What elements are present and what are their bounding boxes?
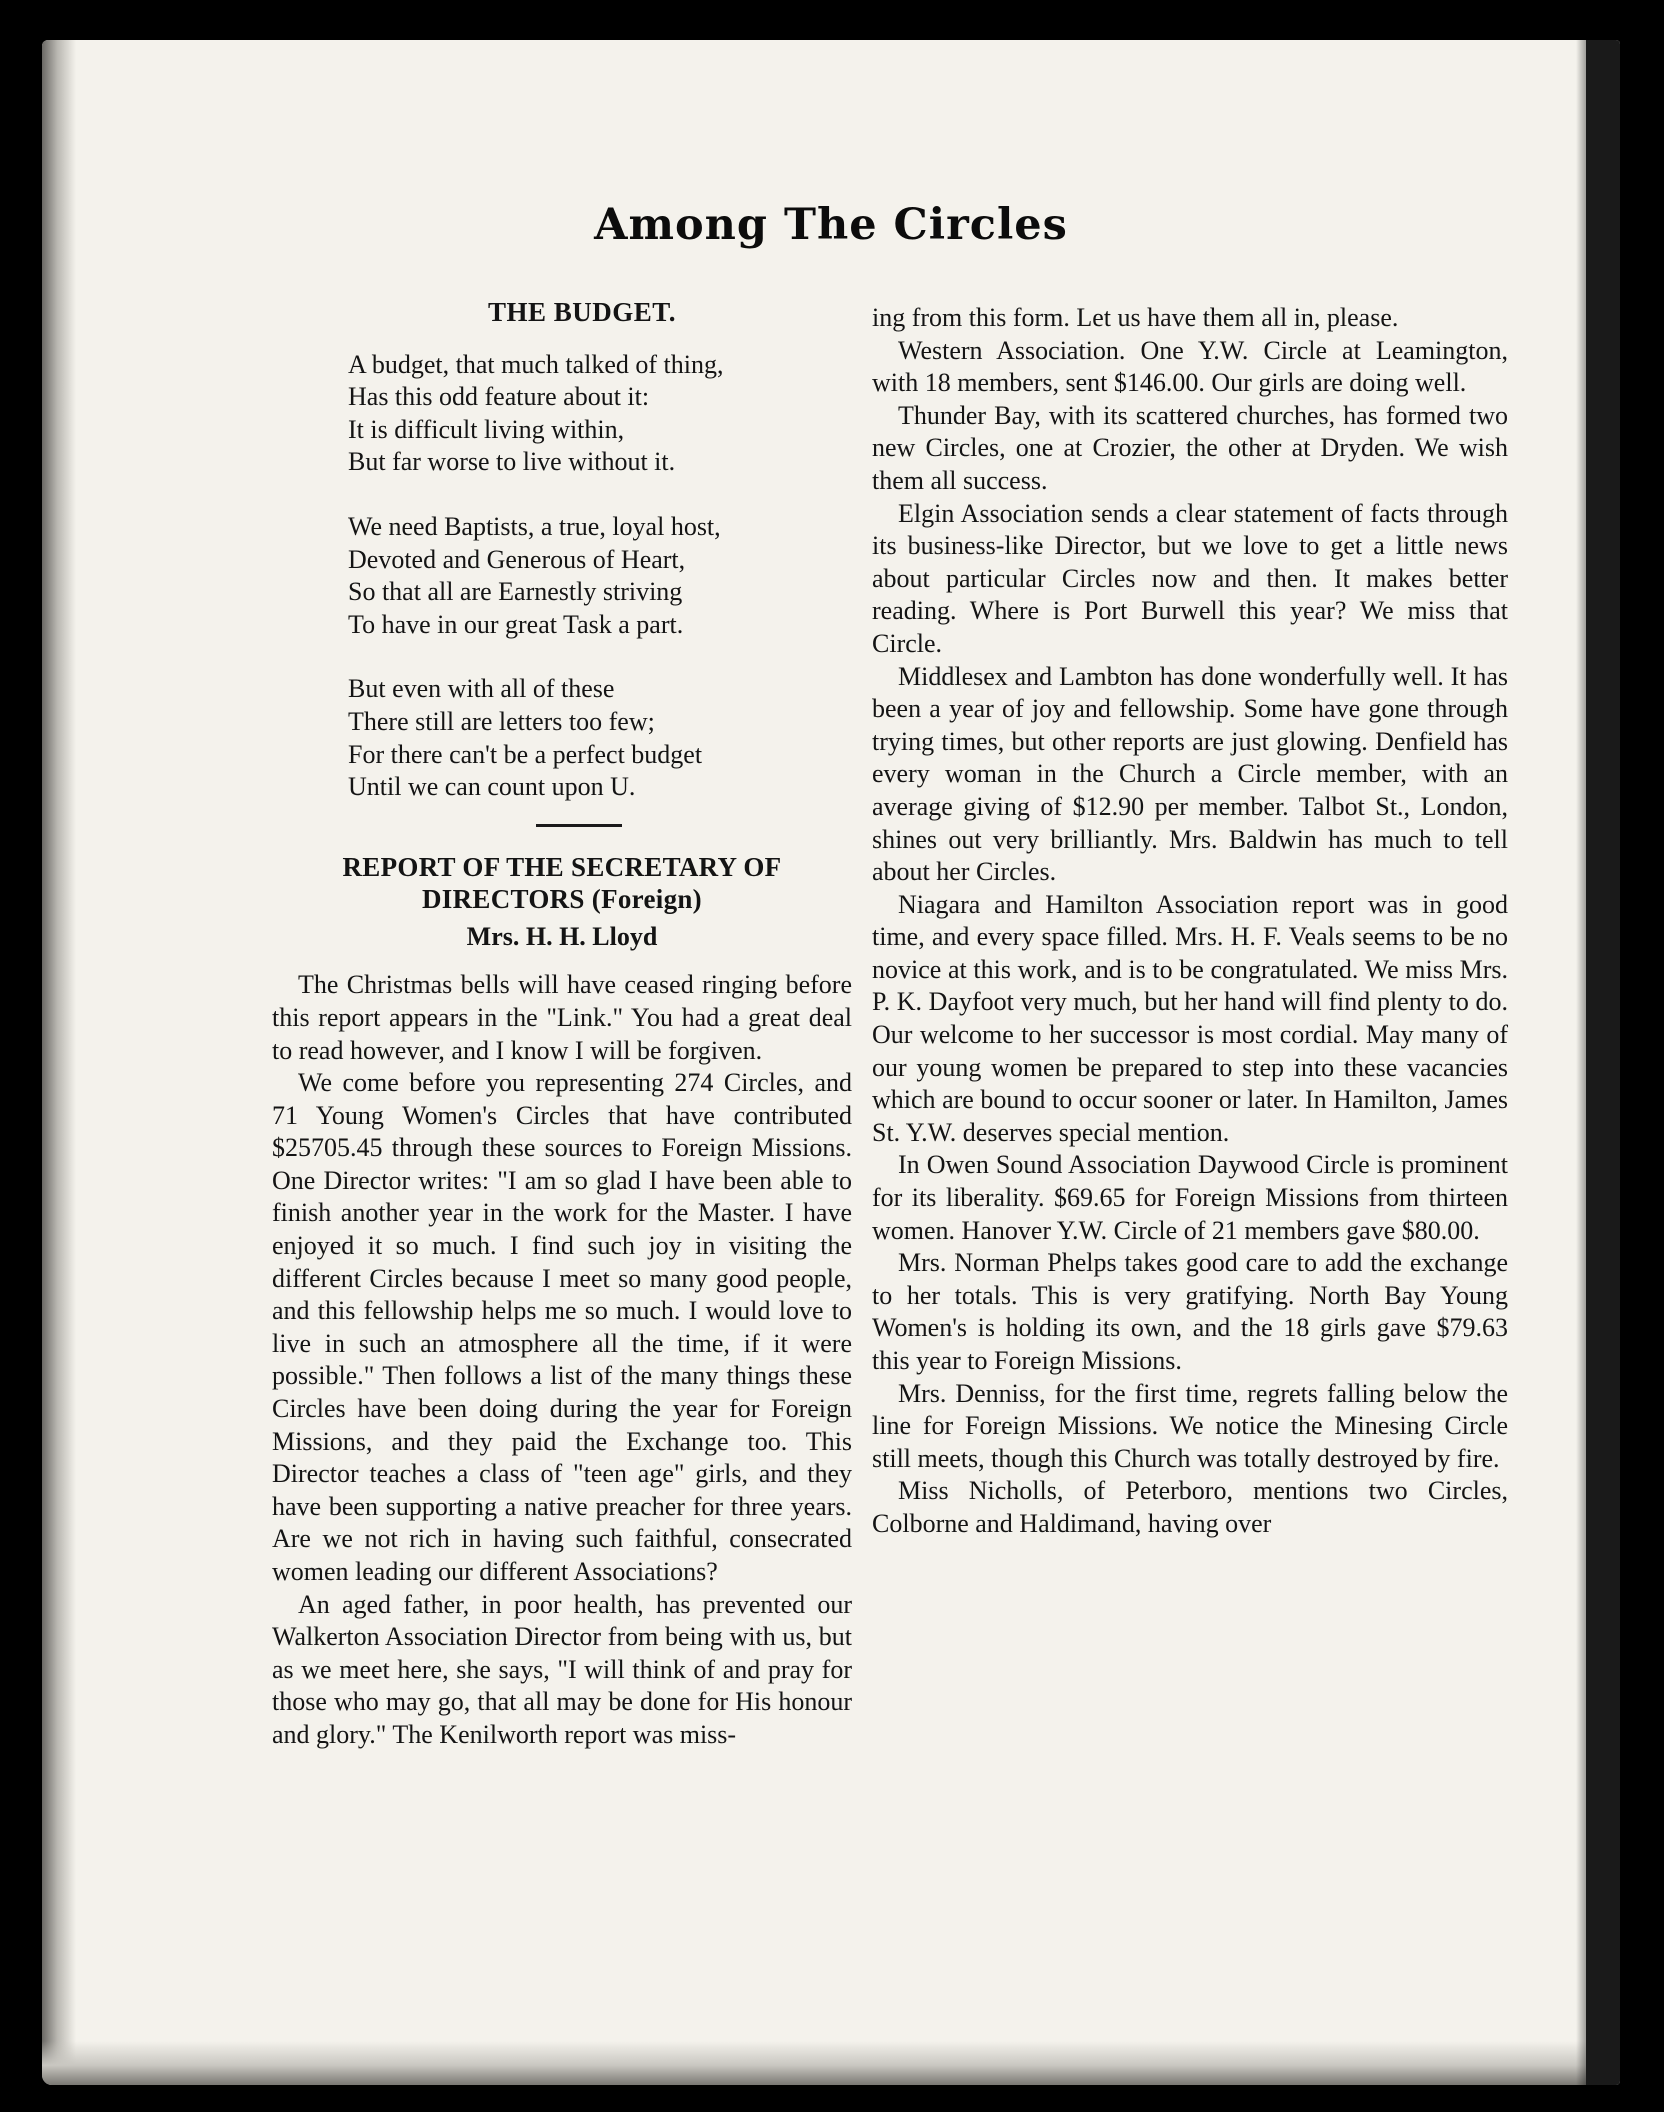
article-paragraph: An aged father, in poor health, has prevented our Walkerton Association Director from being with us, but as we meet here, she says, "I will think of and pray for those who may go, that all may be done for His honour and glory." The Kenilworth report was miss-: [272, 1589, 852, 1749]
right-column: [872, 302, 1508, 1541]
poem-line: Devoted and Generous of Heart,: [348, 544, 686, 574]
report-title-line: REPORT OF THE SECRETARY OF: [342, 851, 782, 882]
page-heading: Among The Circles: [594, 200, 1068, 250]
bottom-edge-shadow: [42, 2041, 1620, 2085]
article-paragraph: Mrs. Norman Phelps takes good care to add the exchange to her totals. This is very gratifying. North Bay Young Women's is holding its own, and the 18 girls gave $79.63 this year to Foreign Missions.: [872, 1248, 1508, 1375]
facing-page-edge: [1586, 40, 1620, 2085]
poem-line: There still are letters too few;: [348, 706, 655, 736]
poem-line: But far worse to live without it.: [348, 447, 676, 477]
poem-line: Until we can count upon U.: [348, 772, 636, 802]
article-paragraph: Miss Nicholls, of Peterboro, mentions two Circles, Colborne and Haldimand, having over: [872, 1476, 1508, 1538]
poem-line: A budget, that much talked of thing,: [348, 349, 724, 379]
report-author: Mrs. H. H. Lloyd: [466, 921, 658, 951]
article-paragraph: Mrs. Denniss, for the first time, regrets falling below the line for Foreign Missions. We notice the Minesing Circle still meets, though this Church was totally destroyed by fire.: [872, 1378, 1508, 1473]
article-paragraph: The Christmas bells will have ceased ringing before this report appears in the "Link." You had a great deal to read however, and I know I will be forgiven.: [272, 970, 852, 1065]
poem-line: To have in our great Task a part.: [348, 609, 684, 639]
poem-line: It is difficult living within,: [348, 414, 625, 444]
report-title-line: DIRECTORS (Foreign): [422, 883, 702, 914]
article-paragraph: Western Association. One Y.W. Circle at Leamington, with 18 members, sent $146.00. Our girls are doing well.: [872, 335, 1508, 398]
article-paragraph: Thunder Bay, with its scattered churches, has formed two new Circles, one at Crozier, the other at Dryden. We wish them all success.: [872, 400, 1508, 495]
poem-stanza: [348, 511, 852, 641]
article-paragraph: Niagara and Hamilton Association report was in good time, and every space filled. Mrs. H. F. Veals seems to be no novice at this work, and is to be congratulated. We miss Mrs. P. K. Dayfoot very much, but her hand will find plenty to do. Our welcome to her successor is most cordial. May many of our young women be prepared to step into these vacancies which are bound to occur sooner or later. In Hamilton, James St. Y.W. deserves special mention.: [872, 889, 1508, 1147]
section-divider: [536, 824, 622, 827]
article-paragraph: We come before you representing 274 Circles, and 71 Young Women's Circles that have contributed $25705.45 through these sources to Foreign Missions. One Director writes: "I am so glad I have been able to finish another year in the work for the Master. I have enjoyed it so much. I find such joy in visiting the different Circles because I meet so many good people, and this fellowship helps me so much. I would love to live in such an atmosphere all the time, if it were possible." Then follows a list of the many things these Circles have been doing during the year for Foreign Missions, and they paid the Exchange too. This Director teaches a class of "teen age" girls, and they have been supporting a native preacher for three years. Are we not rich in having such faithful, consecrated women leading our different Associations?: [272, 1068, 852, 1586]
article-paragraph: In Owen Sound Association Daywood Circle is prominent for its liberality. $69.65 for Foreign Missions from thirteen women. Hanover Y.W. Circle of 21 members gave $80.00.: [872, 1150, 1508, 1245]
poem-line: But even with all of these: [348, 674, 615, 704]
report-title: [272, 851, 852, 915]
poem-line: So that all are Earnestly striving: [348, 577, 683, 607]
spine-shadow: [42, 40, 76, 2085]
left-column: [272, 296, 852, 1752]
article-paragraph: ing from this form. Let us have them all in, please.: [872, 303, 1399, 332]
poem-title: THE BUDGET.: [487, 297, 677, 327]
poem-stanza: [348, 673, 852, 803]
article-paragraph: Elgin Association sends a clear statement of facts through its business-like Director, but we love to get a little news about particular Circles now and then. It makes better reading. Where is Port Burwell this year? We miss that Circle.: [872, 498, 1508, 658]
scanned-page: [42, 40, 1620, 2085]
poem-stanza: [348, 349, 852, 479]
article-paragraph: Middlesex and Lambton has done wonderfully well. It has been a year of joy and fellowship. Some have gone through trying times, but other reports are just glowing. Denfield has every woman in the Church a Circle member, with an average giving of $12.90 per member. Talbot St., London, shines out very brilliantly. Mrs. Baldwin has much to tell about her Circles.: [872, 661, 1508, 887]
poem-line: We need Baptists, a true, loyal host,: [348, 511, 721, 541]
poem-line: For there can't be a perfect budget: [348, 739, 703, 769]
poem-line: Has this odd feature about it:: [348, 382, 650, 412]
